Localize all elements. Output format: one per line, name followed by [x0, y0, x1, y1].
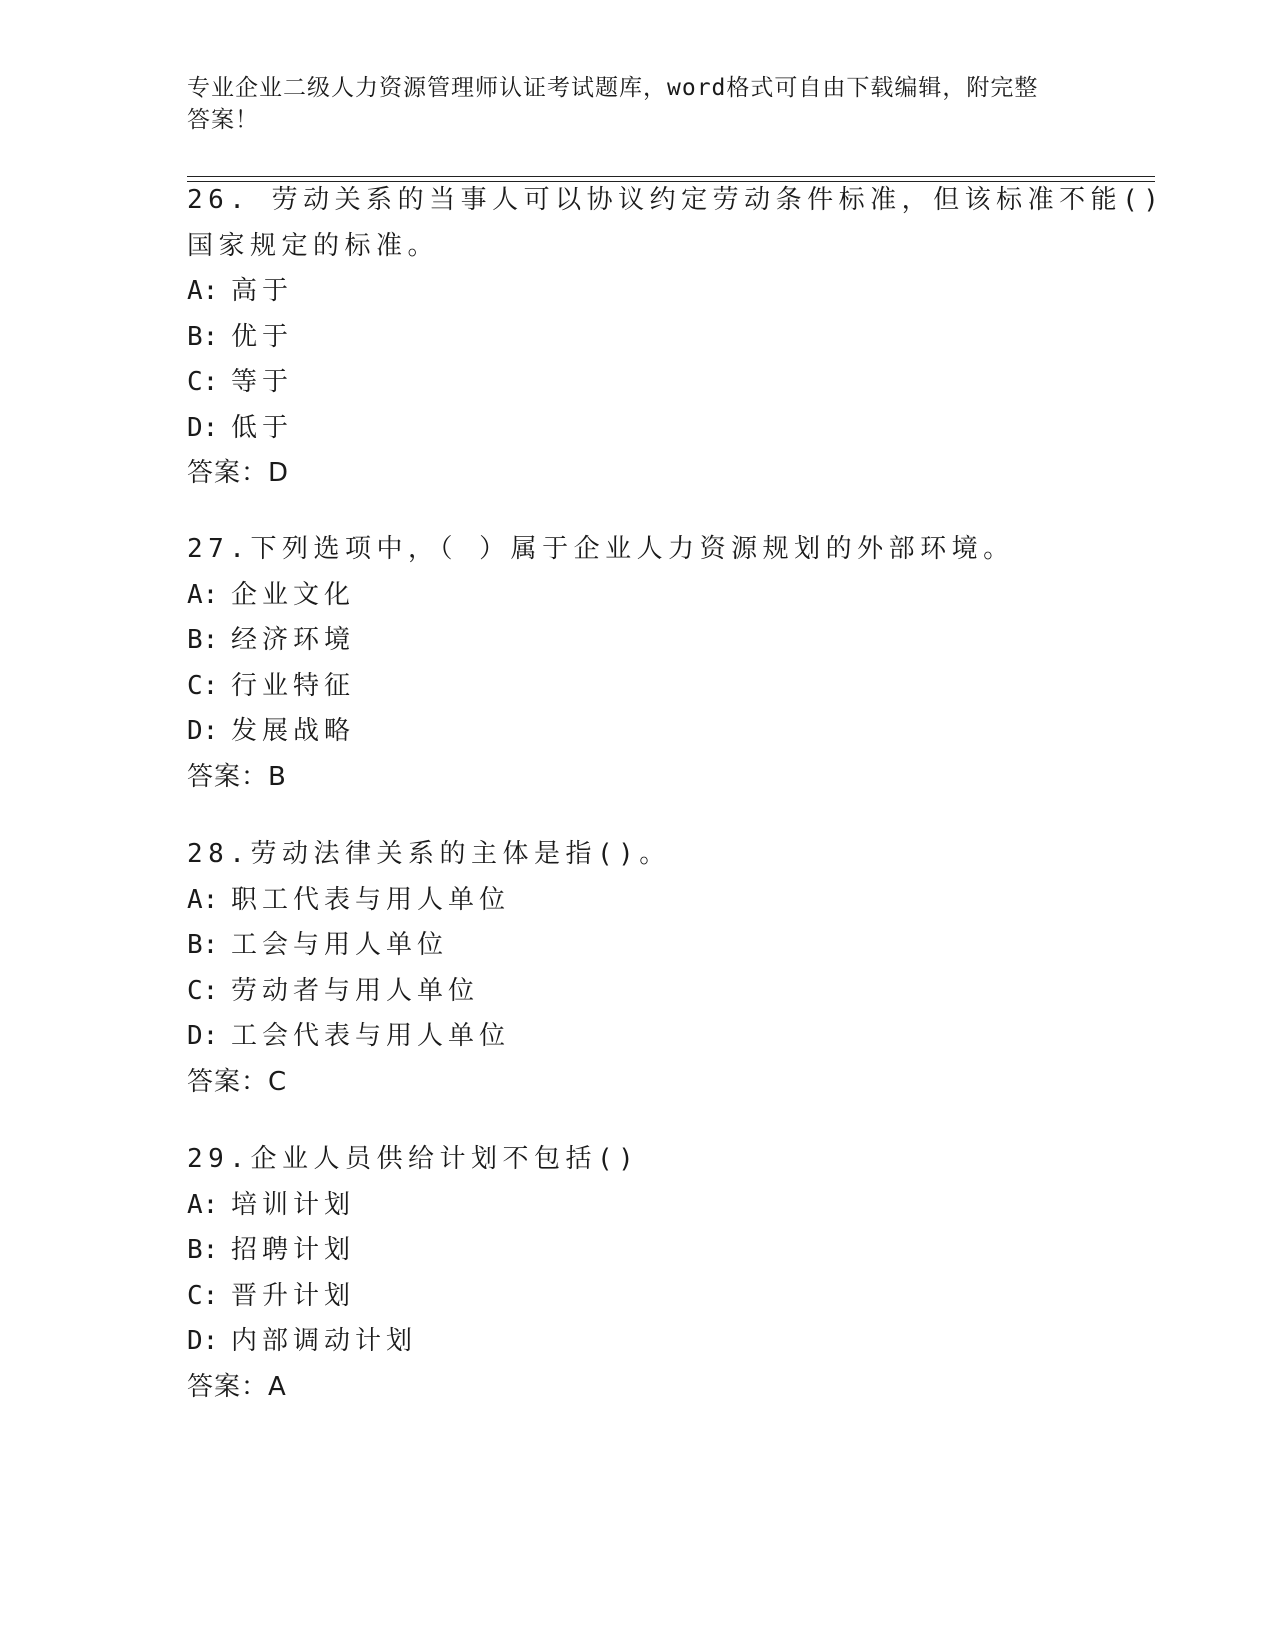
answer-line: 答案：B: [187, 761, 287, 792]
option-letter: A:: [187, 276, 219, 306]
option-letter: D:: [187, 412, 219, 443]
document-page: [187, 0, 1165, 1650]
option-letter: A:: [187, 1189, 219, 1220]
option-text: 等于: [231, 367, 294, 397]
option-a: [187, 878, 1087, 924]
option-b: [187, 923, 1087, 969]
option-c: [187, 1274, 1087, 1320]
question-stem-line: 29.企业人员供给计划不包括(): [187, 1144, 640, 1174]
option-b: [187, 315, 1087, 361]
option-letter: D:: [187, 1021, 219, 1051]
option-letter: C:: [187, 1280, 219, 1311]
question-stem-line: 国家规定的标准。: [187, 230, 440, 261]
option-d: [187, 406, 1087, 452]
answer-line: 答案：C: [187, 1066, 288, 1097]
option-text: 工会代表与用人单位: [231, 1021, 511, 1051]
option-letter: B:: [187, 1235, 219, 1265]
option-text: 培训计划: [231, 1189, 356, 1220]
option-b: [187, 618, 1087, 664]
option-letter: C:: [187, 975, 219, 1006]
option-c: [187, 969, 1087, 1015]
option-letter: B:: [187, 625, 219, 655]
option-d: [187, 709, 1087, 755]
option-a: [187, 1183, 1087, 1229]
option-text: 工会与用人单位: [231, 930, 449, 960]
option-text: 企业文化: [231, 579, 356, 610]
answer-line: 答案：D: [187, 458, 290, 488]
option-c: [187, 664, 1087, 710]
option-d: [187, 1014, 1087, 1060]
option-d: [187, 1319, 1087, 1365]
option-letter: B:: [187, 930, 219, 960]
option-text: 内部调动计划: [231, 1326, 418, 1356]
option-text: 经济环境: [231, 625, 356, 655]
option-letter: D:: [187, 716, 219, 746]
option-letter: C:: [187, 670, 219, 701]
question-stem-line: 28.劳动法律关系的主体是指()。: [187, 839, 671, 869]
question-27: [187, 527, 1087, 800]
question-28: [187, 832, 1087, 1105]
header-note-line-1: 专业企业二级人力资源管理师认证考试题库，word格式可自由下载编辑，附完整: [187, 75, 1039, 101]
option-a: [187, 573, 1087, 619]
option-text: 低于: [231, 412, 294, 443]
question-stem-line: 27.下列选项中，（ ）属于企业人力资源规划的外部环境。: [187, 534, 1015, 564]
option-c: [187, 360, 1087, 406]
option-a: [187, 269, 1087, 315]
question-stem-line: 26. 劳动关系的当事人可以协议约定劳动条件标准，但该标准不能(): [187, 185, 1165, 215]
option-letter: A:: [187, 579, 219, 610]
option-text: 招聘计划: [231, 1235, 356, 1265]
option-text: 晋升计划: [231, 1280, 356, 1311]
question-29: [187, 1137, 1087, 1410]
option-text: 优于: [231, 321, 294, 352]
option-letter: B:: [187, 321, 219, 352]
header-note-line-2: 答案！: [187, 107, 259, 133]
option-letter: C:: [187, 367, 219, 397]
question-26: [187, 178, 1165, 497]
option-letter: A:: [187, 884, 219, 915]
option-b: [187, 1228, 1087, 1274]
option-text: 发展战略: [231, 716, 356, 746]
option-text: 职工代表与用人单位: [231, 884, 511, 915]
option-text: 劳动者与用人单位: [231, 975, 480, 1006]
option-letter: D:: [187, 1326, 219, 1356]
option-text: 行业特征: [231, 670, 356, 701]
header-note: [187, 72, 1087, 136]
answer-line: 答案：A: [187, 1371, 287, 1402]
option-text: 高于: [231, 276, 294, 306]
